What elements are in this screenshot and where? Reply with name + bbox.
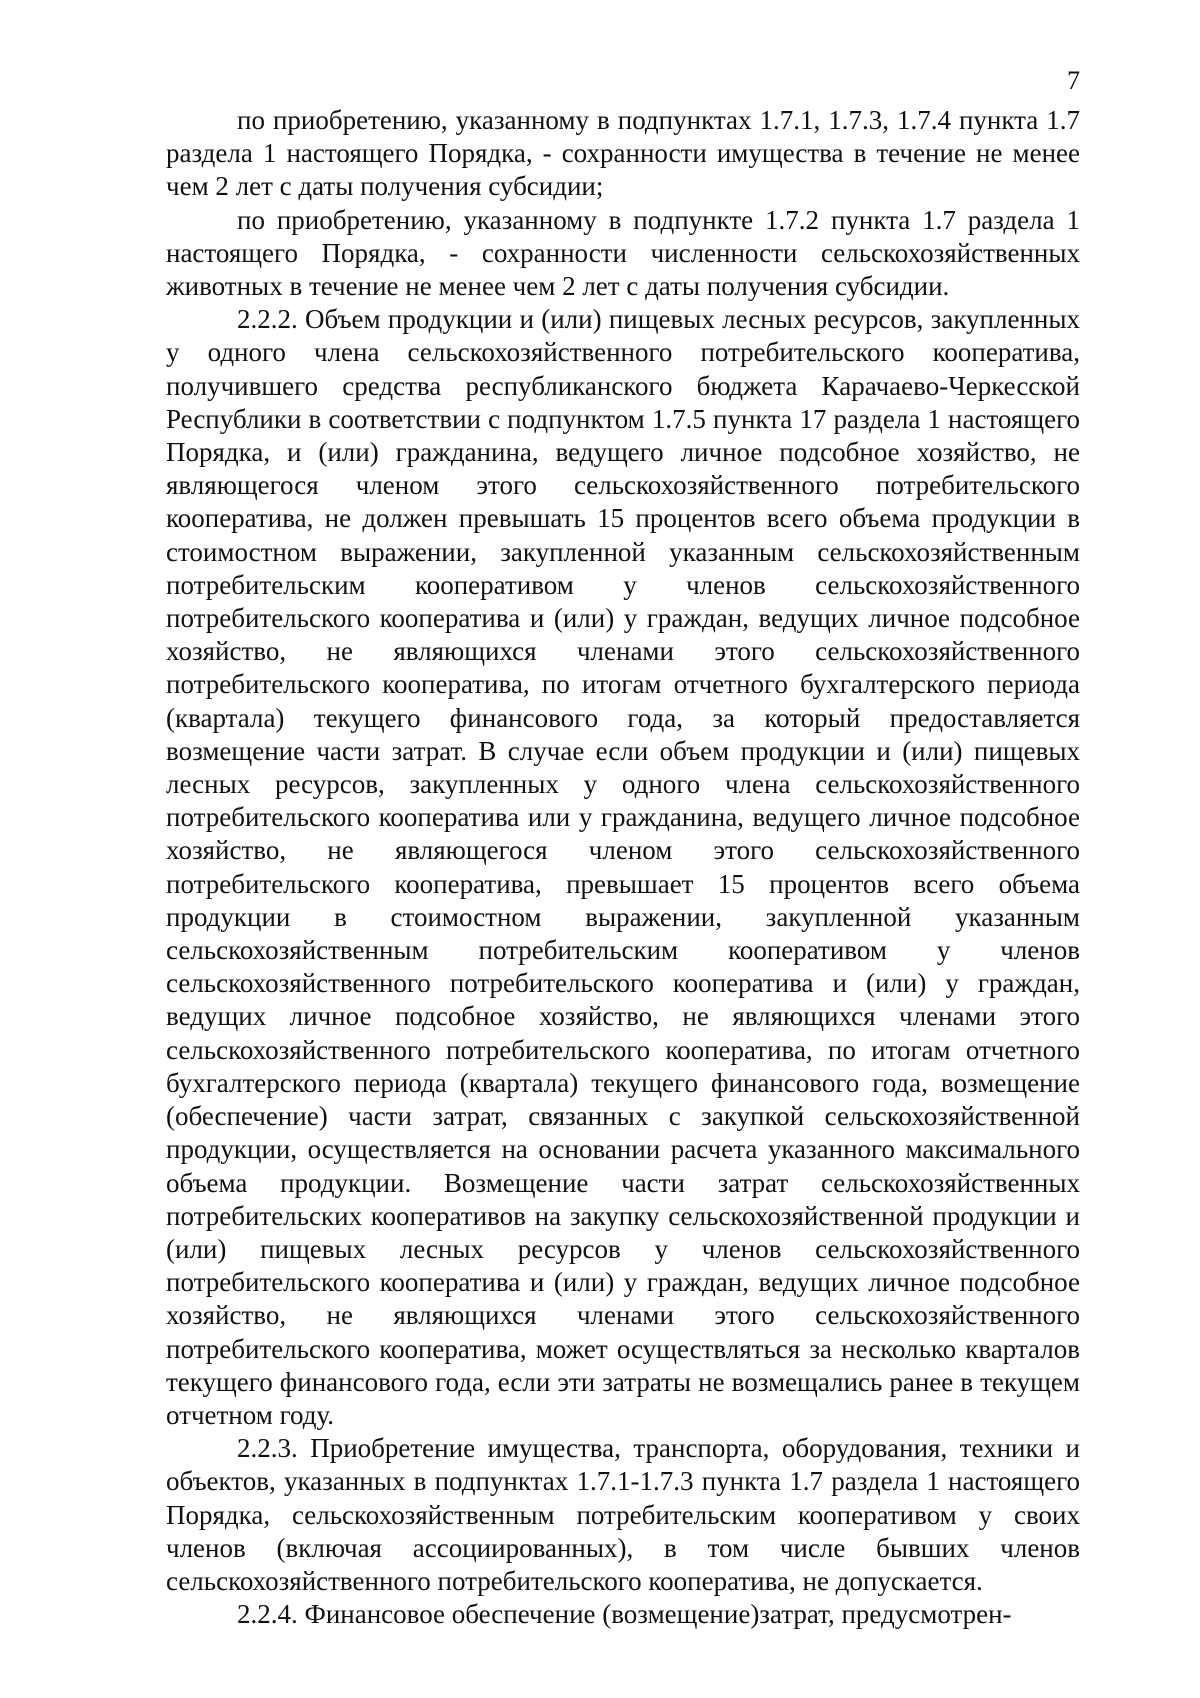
paragraph-2-2-3: 2.2.3. Приобретение имущества, транспорта, оборудования, техники и объектов, указанных в подпунктах 1.7.1-1.7.3 пункта 1.7 раздела 1 настоящего Порядка, сельскохозяйственным потребительским кооперативом у своих членов (включая ассоциированных), в том числе бывших членов сельскохозяйственного потребительского кооператива, не допускается. [166,1433,1080,1596]
paragraph-livestock-retention: по приобретению, указанному в подпункте 1.7.2 пункта 1.7 раздела 1 настоящего Порядка, - сохранности численности сельскохозяйственных животных в течение не менее чем 2 лет с даты получения субсидии. [166,204,1080,302]
paragraph-property-retention: по приобретению, указанному в подпунктах 1.7.1, 1.7.3, 1.7.4 пункта 1.7 раздела 1 настоящего Порядка, - сохранности имущества в течение не менее чем 2 лет с даты получения субсидии; [166,105,1080,202]
paragraph-2-2-4: 2.2.4. Финансовое обеспечение (возмещение)затрат, предусмотрен- [237,1599,1012,1630]
document-body [166,104,1080,1631]
paragraph-2-2-2: 2.2.2. Объем продукции и (или) пищевых лесных ресурсов, закупленных у одного члена сельскохозяйственного потребительского кооператива, получившего средства республиканского бюджета Карачаево-Черкесской Республики в соответствии с подпунктом 1.7.5 пункта 17 раздела 1 настоящего Порядка, и (или) гражданина, ведущего личное подсобное хозяйство, не являющегося членом этого сельскохозяйственного потребительского кооператива, не должен превышать 15 процентов всего объема продукции в стоимостном выражении, закупленной указанным сельскохозяйственным потребительским кооперативом у членов сельскохозяйственного потребительского кооператива и (или) у граждан, ведущих личное подсобное хозяйство, не являющихся членами этого сельскохозяйственного потребительского кооператива, по итогам отчетного бухгалтерского периода (квартала) текущего финансового года, за который предоставляется возмещение части затрат. В случае если объем продукции и (или) пищевых лесных ресурсов, закупленных у одного члена сельскохозяйственного потребительского кооператива или у гражданина, ведущего личное подсобное хозяйство, не являющегося членом этого сельскохозяйственного потребительского кооператива, превышает 15 процентов всего объема продукции в стоимостном выражении, закупленной указанным сельскохозяйственным потребительским кооперативом у членов сельскохозяйственного потребительского кооператива и (или) у граждан, ведущих личное подсобное хозяйство, не являющихся членами этого сельскохозяйственного потребительского кооператива, по итогам отчетного бухгалтерского периода (квартала) текущего финансового года, возмещение (обеспечение) части затрат, связанных с закупкой сельскохозяйственной продукции, осуществляется на основании расчета указанного максимального объема продукции. Возмещение части затрат сельскохозяйственных потребительских кооперативов на закупку сельскохозяйственной продукции и (или) пищевых лесных ресурсов у членов сельскохозяйственного потребительского кооператива и (или) у граждан, ведущих личное подсобное хозяйство, не являющихся членами этого сельскохозяйственного потребительского кооператива, может осуществляться за несколько кварталов текущего финансового года, если эти затраты не возмещались ранее в текущем отчетном году. [166,304,1080,1430]
page-number: 7 [1067,66,1080,95]
